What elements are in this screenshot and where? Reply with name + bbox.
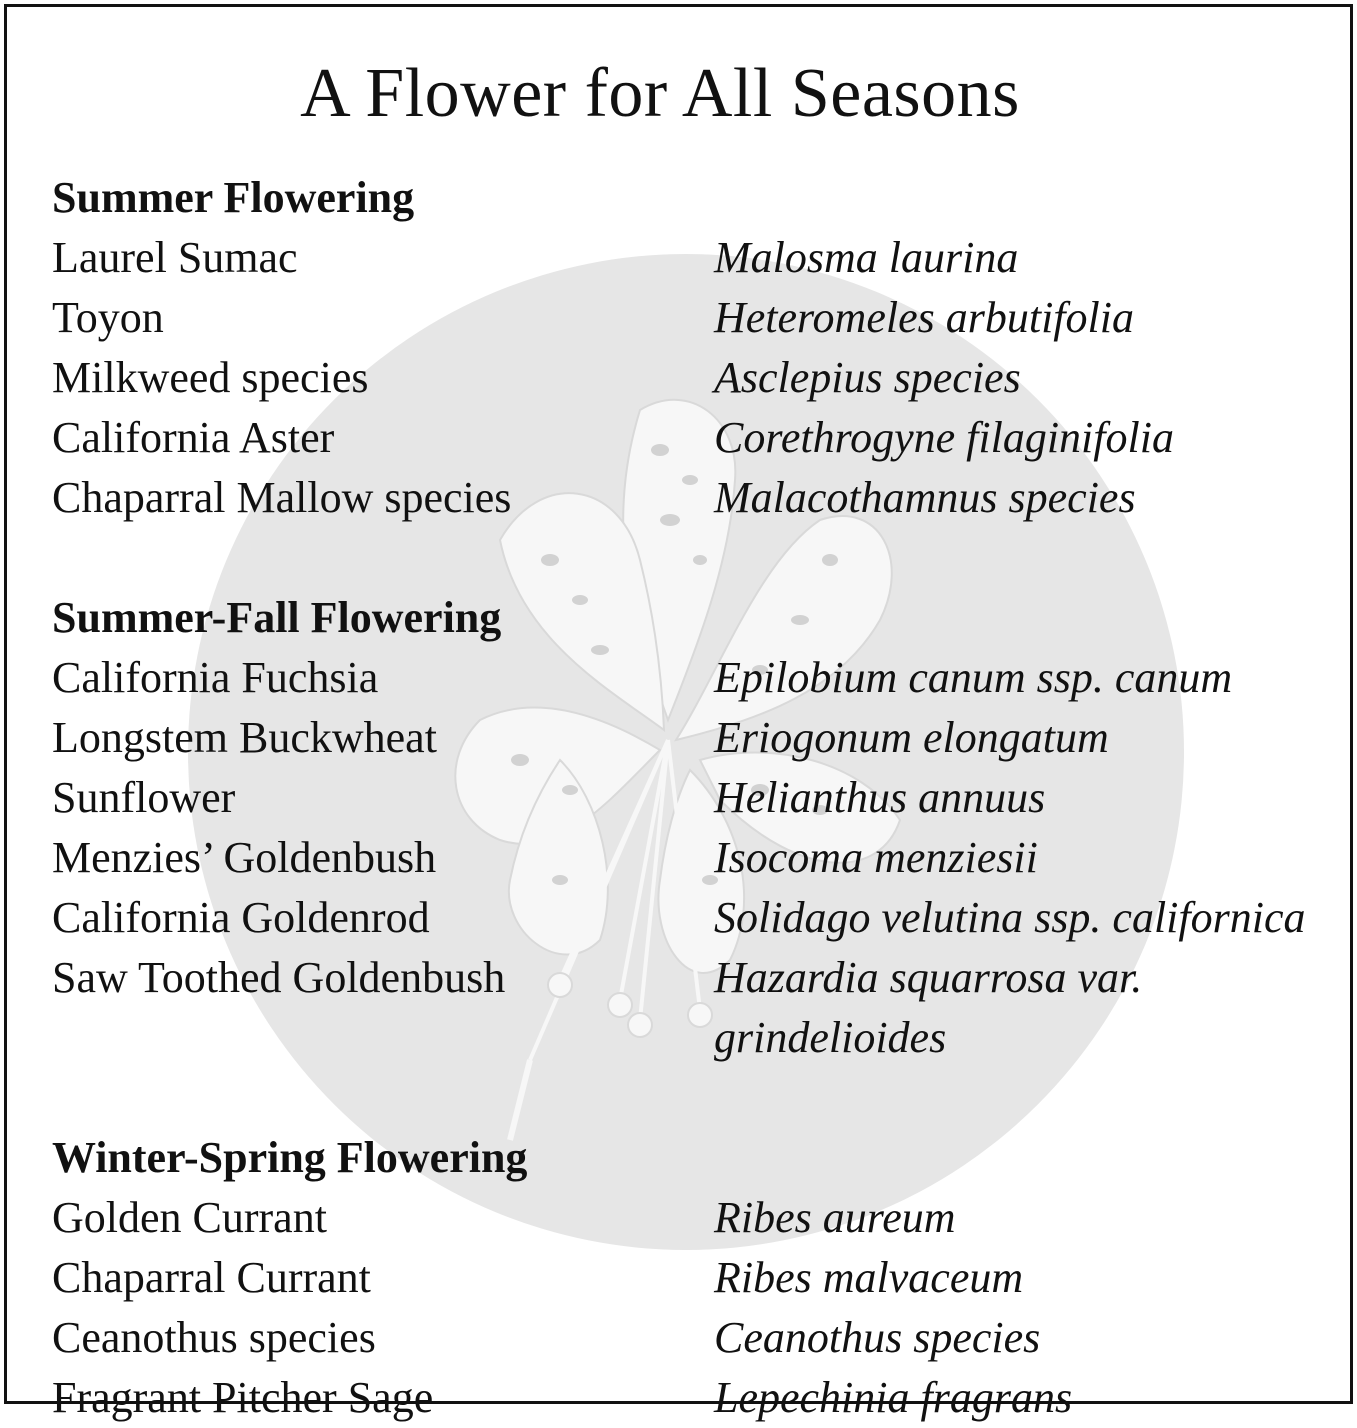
common-name: Chaparral Currant [52,1253,371,1302]
common-name: Milkweed species [52,353,369,402]
section-heading: Winter-Spring Flowering [52,1133,528,1182]
section-heading: Summer Flowering [52,173,415,222]
common-name: California Fuchsia [52,653,379,702]
scientific-name: Eriogonum elongatum [714,713,1109,762]
scientific-name: Isocoma menziesii [714,833,1038,882]
scientific-name: Ribes malvaceum [714,1253,1024,1302]
scientific-name: Ribes aureum [714,1193,956,1242]
page-title: A Flower for All Seasons [300,55,1020,132]
common-name: Menzies’ Goldenbush [52,833,437,882]
scientific-name: Asclepius species [714,353,1021,402]
scientific-name: Helianthus annuus [714,773,1046,822]
scientific-name-continued: grindelioides [714,1013,947,1062]
scientific-name: Hazardia squarrosa var. [714,953,1143,1002]
common-name: Sunflower [52,773,236,822]
common-name: Golden Currant [52,1193,327,1242]
section-heading: Summer-Fall Flowering [52,593,502,642]
common-name: Saw Toothed Goldenbush [52,953,506,1002]
common-name: Chaparral Mallow species [52,473,512,522]
scientific-name: Epilobium canum ssp. canum [714,653,1233,702]
common-name: Fragrant Pitcher Sage [52,1373,434,1422]
common-name: Laurel Sumac [52,233,298,282]
scientific-name: Lepechinia fragrans [714,1373,1073,1422]
scientific-name: Corethrogyne filaginifolia [714,413,1174,462]
common-name: California Aster [52,413,335,462]
scientific-name: Heteromeles arbutifolia [714,293,1134,342]
common-name: Longstem Buckwheat [52,713,437,762]
scientific-name: Malacothamnus species [714,473,1136,522]
scientific-name: Solidago velutina ssp. californica [714,893,1306,942]
common-name: Toyon [52,293,164,342]
scientific-name: Ceanothus species [714,1313,1041,1362]
common-name: California Goldenrod [52,893,430,942]
scientific-name: Malosma laurina [714,233,1019,282]
common-name: Ceanothus species [52,1313,376,1362]
